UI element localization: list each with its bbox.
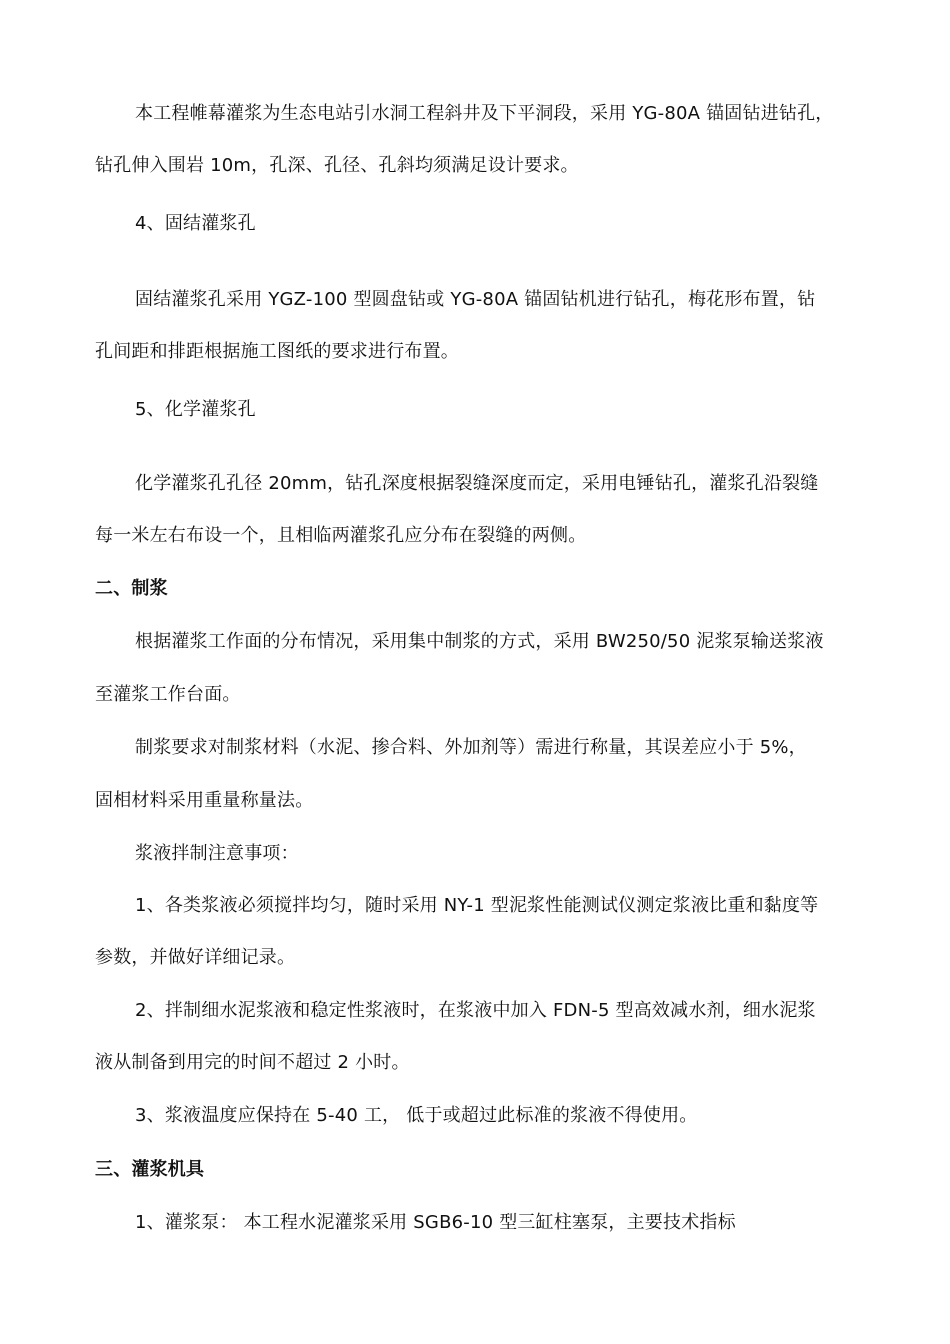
paragraph-chemical-line-2: 每一米左右布设一个，且相临两灌浆孔应分布在裂缝的两侧。 [95,525,587,546]
paragraph-weighing-line-2: 固相材料采用重量称量法。 [95,790,314,811]
paragraph-consolidation-line-1: 固结灌浆孔采用 YGZ-100 型圆盘钻或 YG-80A 锚固钻机进行钻孔，梅花形布置，钻 [135,289,816,310]
list-item-2-line-2: 液从制备到用完的时间不超过 2 小时。 [95,1052,410,1073]
paragraph-consolidation-line-2: 孔间距和排距根据施工图纸的要求进行布置。 [95,341,459,362]
list-item-2-line-1: 2、拌制细水泥浆液和稳定性浆液时，在浆液中加入 FDN-5 型高效减水剂，细水泥浆 [135,1000,816,1021]
paragraph-grouting-pump: 1、灌浆泵： 本工程水泥灌浆采用 SGB6-10 型三缸柱塞泵，主要技术指标 [135,1212,736,1233]
list-item-1-line-1: 1、各类浆液必须搅拌均匀，随时采用 NY-1 型泥浆性能测试仪测定浆液比重和黏度等 [135,895,819,916]
paragraph-weighing-line-1: 制浆要求对制浆材料（水泥、掺合料、外加剂等）需进行称量，其误差应小于 5%， [135,737,807,758]
heading-slurry-preparation: 二、制浆 [95,578,168,599]
paragraph-curtain-grouting-line-2: 钻孔伸入围岩 10m，孔深、孔径、孔斜均须满足设计要求。 [95,155,579,176]
section-chemical-grouting-hole: 5、化学灌浆孔 [135,399,256,420]
paragraph-slurry-line-2: 至灌浆工作台面。 [95,684,241,705]
paragraph-slurry-line-1: 根据灌浆工作面的分布情况，采用集中制浆的方式，采用 BW250/50 泥浆泵输送浆液 [135,631,824,652]
heading-grouting-equipment: 三、灌浆机具 [95,1159,205,1180]
paragraph-mixing-notes-title: 浆液拌制注意事项： [135,843,299,864]
list-item-1-line-2: 参数，并做好详细记录。 [95,947,296,968]
section-consolidation-grouting-hole: 4、固结灌浆孔 [135,213,256,234]
paragraph-curtain-grouting-line-1: 本工程帷幕灌浆为生态电站引水洞工程斜井及下平洞段，采用 YG-80A 锚固钻进钻孔， [135,103,834,124]
paragraph-chemical-line-1: 化学灌浆孔孔径 20mm，钻孔深度根据裂缝深度而定，采用电锤钻孔，灌浆孔沿裂缝 [135,473,819,494]
list-item-3: 3、浆液温度应保持在 5-40 工， 低于或超过此标准的浆液不得使用。 [135,1105,698,1126]
